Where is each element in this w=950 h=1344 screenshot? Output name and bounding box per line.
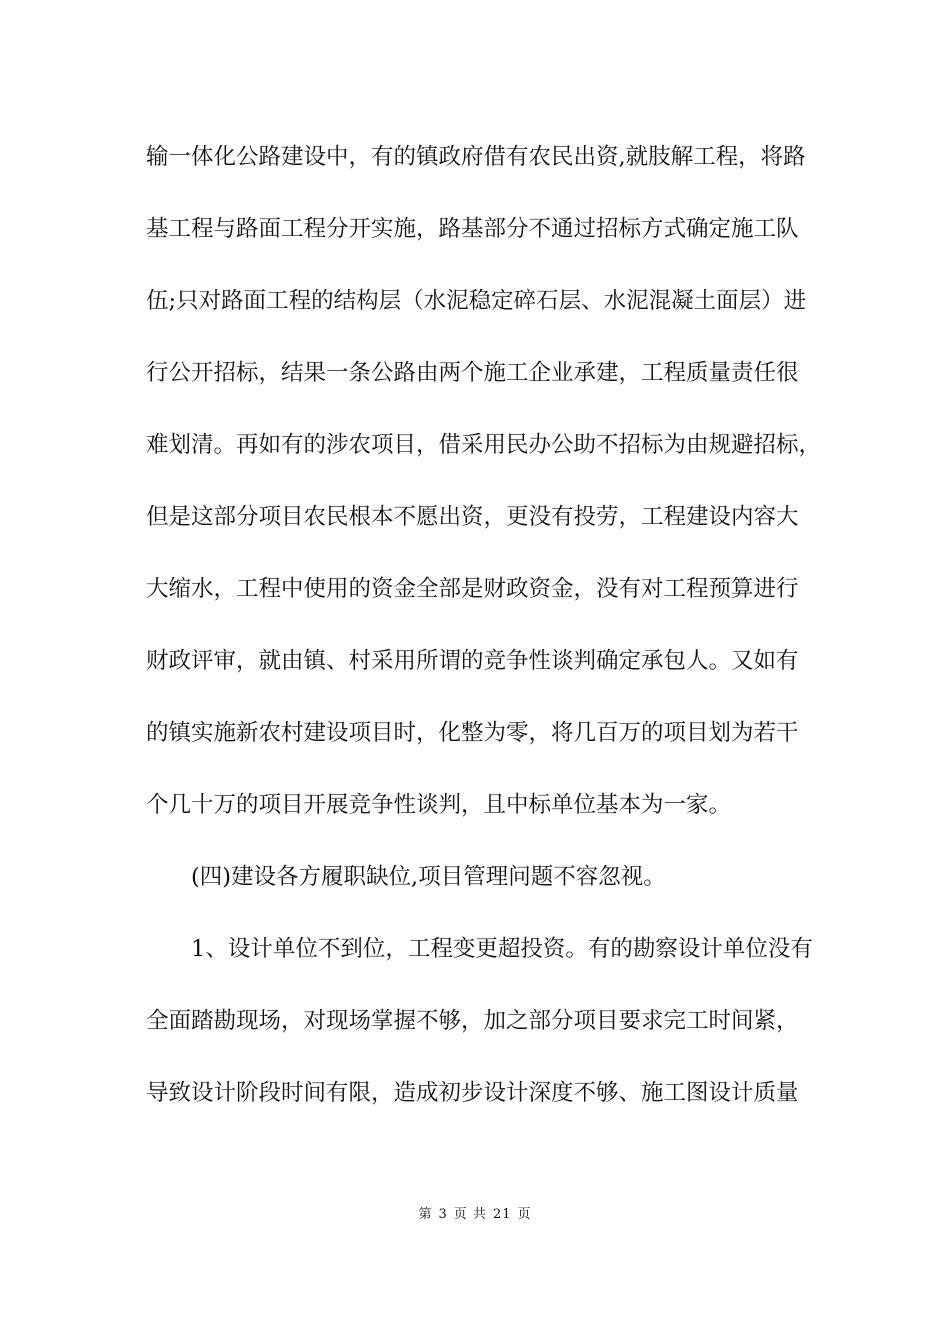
body-text-line: 个几十万的项目开展竞争性谈判，且中标单位基本为一家。	[146, 792, 732, 818]
footer-suffix: 页	[517, 1207, 532, 1222]
body-text-line: 导致设计阶段时间有限，造成初步设计深度不够、施工图设计质量	[146, 1080, 799, 1106]
footer-prefix: 第	[418, 1207, 433, 1222]
body-text-line: 但是这部分项目农民根本不愿出资，更没有投劳，工程建设内容大	[146, 504, 799, 530]
footer-middle: 页 共	[453, 1207, 487, 1222]
body-text-line: 行公开招标，结果一条公路由两个施工企业承建，工程质量责任很	[146, 360, 799, 386]
body-text-line: 伍;只对路面工程的结构层（水泥稳定碎石层、水泥混凝土面层）进	[146, 288, 807, 314]
section-heading: (四)建设各方履职缺位,项目管理问题不容忽视。	[191, 864, 666, 890]
footer-current-page: 3	[438, 1207, 448, 1222]
footer-total-pages: 21	[492, 1207, 512, 1222]
body-text-line: 全面踏勘现场，对现场掌握不够，加之部分项目要求完工时间紧，	[146, 1008, 799, 1034]
page-footer	[0, 1205, 950, 1225]
body-text-line: 财政评审，就由镇、村采用所谓的竞争性谈判确定承包人。又如有	[146, 648, 799, 674]
paragraph-first-line: 1、设计单位不到位，工程变更超投资。有的勘察设计单位没有	[191, 936, 813, 962]
body-text-line: 的镇实施新农村建设项目时，化整为零，将几百万的项目划为若干	[146, 720, 799, 746]
body-text-line: 难划清。再如有的涉农项目，借采用民办公助不招标为由规避招标，	[146, 432, 822, 458]
body-text-line: 输一体化公路建设中，有的镇政府借有农民出资,就肢解工程，将路	[146, 144, 806, 170]
body-text-line: 基工程与路面工程分开实施，路基部分不通过招标方式确定施工队	[146, 216, 799, 242]
body-text-line: 大缩水，工程中使用的资金全部是财政资金，没有对工程预算进行	[146, 576, 799, 602]
